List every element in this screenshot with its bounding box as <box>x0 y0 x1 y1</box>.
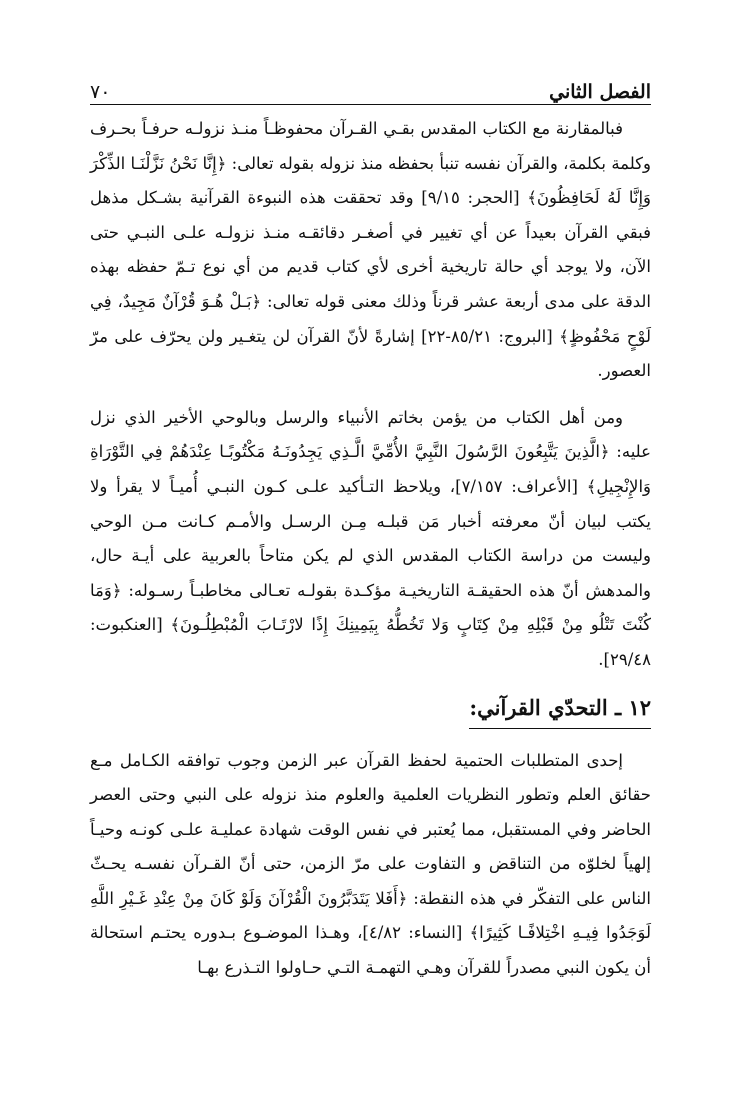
paragraph-gap <box>90 389 651 401</box>
header-rule <box>90 104 651 105</box>
chapter-title: الفصل الثاني <box>549 81 651 103</box>
page-body <box>90 112 651 986</box>
running-header <box>90 66 651 106</box>
page-number: ٧٠ <box>90 81 111 103</box>
section-title: ١٢ ـ التحدّي القرآني: <box>469 690 651 729</box>
section-heading <box>90 690 651 730</box>
paragraph-quranic-challenge: إحدى المتطلبات الحتمية لحفظ القرآن عبر الزمن وجوب توافقه الكـامل مـع حقائق العلم وتطور النظريات العلمية والعلوم منذ نزوله على النبي وحتى العصر الحاضر وفي المستقبل، مما يُعتبر في نفس الوقت شهادة عمليـة علـى كونـه وحيـاً إلهياً لخلوّه من التناقض و التفاوت على مرّ الزمن، حتى أنّ القـرآن نفسـه يحـثّ الناس على التفكّر في هذه النقطة: ﴿أَفَلا يَتَدَبَّرُونَ الْقُرْآنَ وَلَوْ كَانَ مِنْ عِنْدِ غَـيْرِ اللَّهِ لَوَجَدُوا فِيـهِ اخْتِلافًـا كَثِيرًا﴾ [النساء: ٤/٨٢]، وهـذا الموضـوع بـدوره يحتـم استحالة أن يكون النبي مصدراً للقرآن وهـي التهمـة التـي حـاولوا التـذرع بهـا <box>90 750 651 978</box>
paragraph-quran-preservation: فبالمقارنة مع الكتاب المقدس بقـي القـرآن محفوظـاً منـذ نزولـه حرفـاً بحـرف وكلمة بكلمة، والقرآن نفسه تنبأ بحفظه منذ نزوله بقوله تعالى: ﴿إِنَّا نَحْنُ نَزَّلْنَـا الذِّكْرَ وَإِنَّا لَهُ لَحَافِظُونَ﴾ [الحجر: ٩/١٥] وقد تحققت هذه النبوءة القرآنية بشـكل مذهل فبقي القرآن بعيداً عن أي تغيير في أصغـر دقائقـه منـذ نزولـه علـى النبـي حتى الآن، ولا يوجد أي حالة تاريخية أخرى لأي كتاب قديم من أي نوع تـمّ حفظه بهذه الدقة على مدى أربعة عشر قرناً وذلك معنى قوله تعالى: ﴿بَـلْ هُـوَ قُرْآنٌ مَجِيدٌ، فِي لَوْحٍ مَحْفُوظٍ﴾ [البروج: ٨٥/٢١-٢٢] إشارةً لأنّ القرآن لن يتغـير ولن يحرّف على مرّ العصور. <box>90 119 651 381</box>
paragraph-people-of-book: ومن أهل الكتاب من يؤمن بخاتم الأنبياء والرسل وبالوحي الأخير الذي نزل عليه: ﴿الَّذِينَ يَتَّبِعُونَ الرَّسُولَ النَّبِيَّ الأُمِّيَّ الَّـذِي يَجِدُونَـهُ مَكْتُوبًـا عِنْدَهُمْ فِي التَّوْرَاةِ وَالإِنْجِيلِ﴾ [الأعراف: ٧/١٥٧]، ويلاحظ التـأكيد علـى كـون النبـي أُميـاً لا يقرأ ولا يكتب لبيان أنّ معرفته أخبار مَن قبلـه مِـن الرسـل والأمـم كـانت مـن الوحي وليست من دراسة الكتاب المقدس الذي لم يكن متاحاً بالعربية على أيـة حال، والمدهش أنّ هذه الحقيقـة التاريخيـة مؤكـدة بقولـه تعـالى مخاطبـاً رسـوله: ﴿وَمَا كُنْتَ تَتْلُو مِنْ قَبْلِهِ مِنْ كِتَابٍ وَلا تَخُطُّهُ بِيَمِينِكَ إِذًا لارْتَـابَ الْمُبْطِلُـونَ﴾ [العنكبوت: ٢٩/٤٨]. <box>90 407 652 669</box>
